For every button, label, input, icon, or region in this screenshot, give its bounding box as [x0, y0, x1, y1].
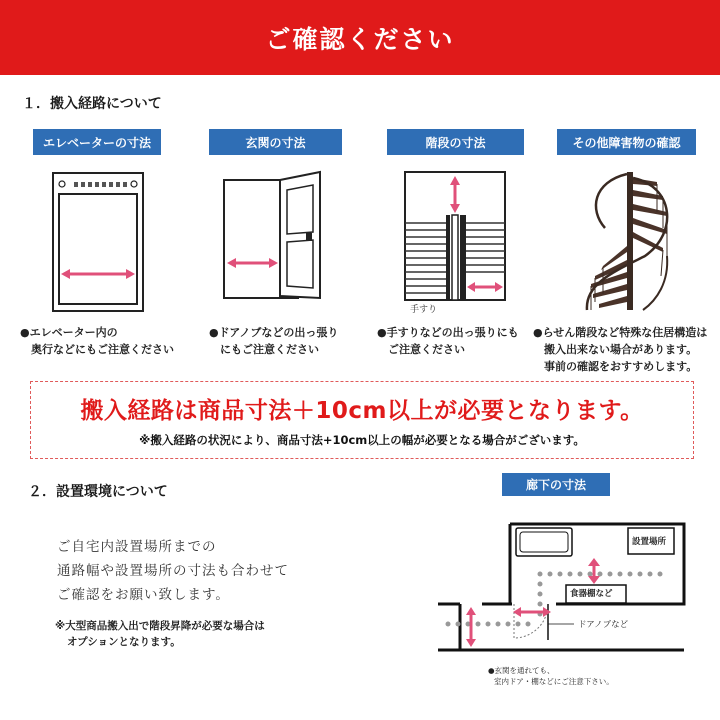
- elevator-note-line2: 奥行などにもご注意ください: [31, 343, 174, 356]
- label-entrance: 玄関の寸法: [209, 129, 342, 155]
- entrance-note: [209, 324, 338, 358]
- plan-note-line2: 室内ドア・棚などにご注意下さい。: [494, 677, 614, 686]
- environment-text-line1: ご自宅内設置場所までの: [57, 539, 217, 555]
- elevator-note: [20, 324, 174, 358]
- doorknob-label: ドアノブなど: [578, 620, 629, 630]
- stairs-note-line1: ●手すりなどの出っ張りにも: [377, 326, 519, 339]
- label-elevator: エレベーターの寸法: [33, 129, 161, 155]
- elevator-note-line1: ●エレベーター内の: [20, 326, 118, 339]
- environment-text-line3: ご確認をお願い致します。: [57, 587, 230, 603]
- spiral-stairs-illustration: [583, 172, 675, 312]
- banner-title: ご確認ください: [265, 24, 455, 54]
- stairs-note-line2: ご注意ください: [388, 343, 465, 356]
- entrance-note-line1: ●ドアノブなどの出っ張り: [209, 326, 339, 339]
- callout-sub-text: ※搬入経路の状況により、商品寸法+10cm以上の幅が必要となる場合がございます。: [139, 433, 585, 447]
- callout-main-text: 搬入経路は商品寸法＋10cm以上が必要となります。: [80, 398, 644, 424]
- section2-heading: ２．設置環境について: [28, 484, 168, 500]
- obstacles-note-line2: 搬入出来ない場合があります。: [544, 343, 698, 356]
- stairs-illustration: [404, 171, 506, 305]
- cupboard-label: 食器棚など: [570, 589, 613, 599]
- label-corridor: 廊下の寸法: [502, 473, 610, 496]
- entrance-note-line2: にもご注意ください: [220, 343, 319, 356]
- section1-heading: １．搬入経路について: [22, 96, 162, 112]
- label-stairs: 階段の寸法: [387, 129, 524, 155]
- obstacles-note: [533, 324, 707, 375]
- handrail-label: 手すり: [410, 305, 438, 315]
- option-note: [55, 618, 265, 650]
- environment-text: [57, 535, 289, 607]
- elevator-illustration: [52, 172, 144, 312]
- obstacles-note-line3: 事前の確認をおすすめします。: [544, 360, 698, 373]
- option-note-line1: ※大型商品搬入出で階段昇降が必要な場合は: [55, 620, 265, 632]
- header-banner: [0, 0, 720, 75]
- environment-text-line2: 通路幅や設置場所の寸法も合わせて: [57, 563, 289, 579]
- requirement-callout: [30, 381, 694, 459]
- stairs-note: [377, 324, 519, 358]
- obstacles-note-line1: ●らせん階段など特殊な住居構造は: [533, 326, 708, 339]
- install-place-label: 設置場所: [632, 537, 667, 547]
- plan-note-line1: ●玄関を通れても、: [488, 666, 555, 675]
- label-obstacles: その他障害物の確認: [557, 129, 696, 155]
- entrance-illustration: [222, 170, 322, 300]
- plan-note: [488, 665, 614, 687]
- option-note-line2: オプションとなります。: [67, 636, 181, 648]
